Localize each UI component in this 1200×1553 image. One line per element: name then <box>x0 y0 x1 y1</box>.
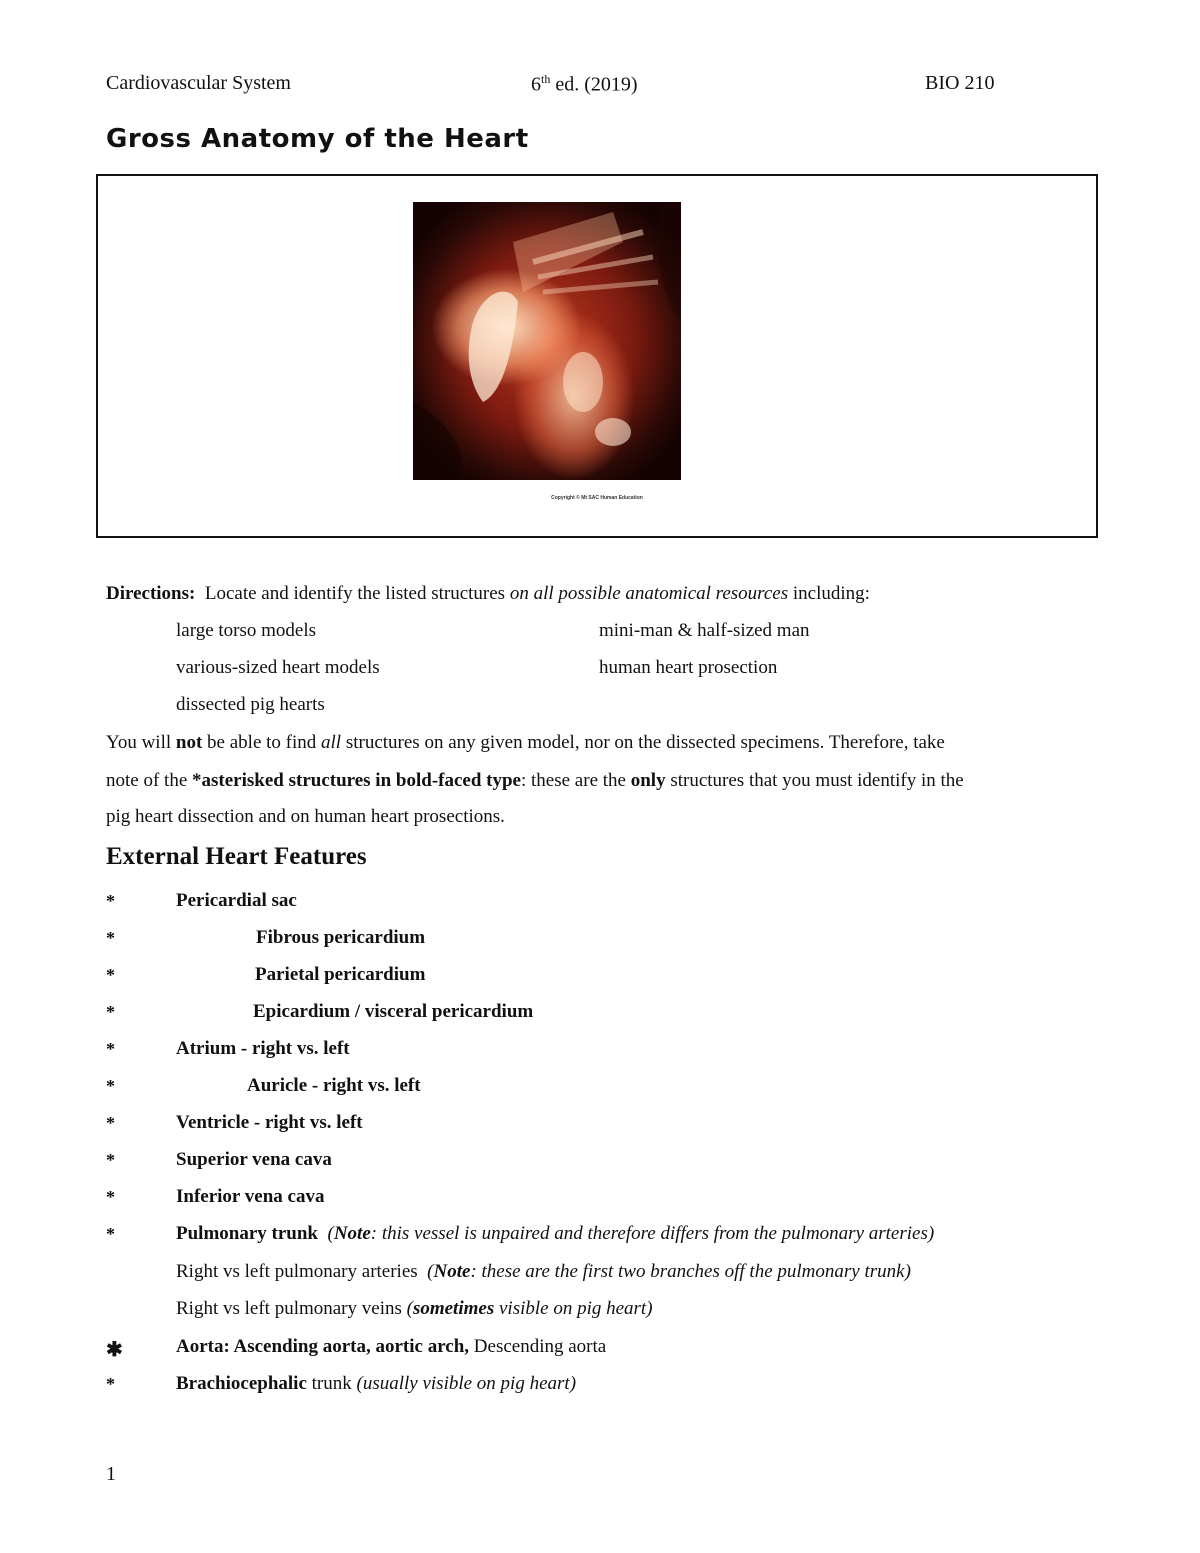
feature-note: ( <box>406 1298 413 1319</box>
feature-item <box>176 1223 934 1245</box>
feature-note: (usually visible on pig heart) <box>356 1373 577 1394</box>
asterisk-marker: * <box>106 1113 115 1133</box>
asterisk-marker: * <box>106 965 115 985</box>
feature-note: ( <box>318 1223 334 1244</box>
note-bold: not <box>175 732 203 753</box>
edition-suffix: th <box>541 72 551 86</box>
asterisk-marker: * <box>106 1150 115 1170</box>
edition-year: ed. (2019) <box>550 73 638 96</box>
feature-item: Pericardial sac <box>176 890 297 911</box>
note-text: note of the <box>106 770 193 791</box>
figure-box <box>96 174 1098 538</box>
note-text: be able to find <box>202 732 322 753</box>
note-text: structures that you must identify in the <box>665 770 964 791</box>
resource-item: human heart prosection <box>599 657 778 678</box>
feature-name: Pulmonary trunk <box>176 1223 318 1244</box>
header-course-code: BIO 210 <box>925 72 995 94</box>
note-line-2 <box>106 769 964 793</box>
feature-item: Epicardium / visceral pericardium <box>253 1001 534 1022</box>
feature-item: Atrium - right vs. left <box>176 1038 350 1059</box>
asterisk-marker: * <box>106 1076 115 1096</box>
heart-photo <box>413 202 681 480</box>
asterisk-marker: * <box>106 1039 115 1059</box>
feature-name: Right vs left pulmonary veins <box>176 1298 407 1319</box>
directions-text: Locate and identify the listed structures <box>195 583 510 604</box>
directions-line <box>106 582 870 606</box>
feature-rest: trunk <box>306 1373 357 1394</box>
feature-rest: Descending aorta <box>469 1336 607 1357</box>
page-title: Gross Anatomy of the Heart <box>106 124 529 154</box>
feature-item <box>176 1261 911 1283</box>
asterisk-marker: * <box>106 891 115 911</box>
feature-note-bold: Note <box>333 1223 371 1244</box>
page-number: 1 <box>106 1463 116 1485</box>
section-heading: External Heart Features <box>106 843 367 870</box>
asterisk-marker: * <box>106 1187 115 1207</box>
asterisk-marker: ✱ <box>106 1339 123 1361</box>
note-text: : these are the <box>520 770 631 791</box>
feature-note-bold: Note <box>433 1261 471 1282</box>
feature-name: Right vs left pulmonary arteries <box>176 1261 428 1282</box>
resource-item: various-sized heart models <box>176 657 380 678</box>
feature-note: : these are the first two branches off the pulmonary trunk) <box>470 1261 911 1282</box>
edition-number: 6 <box>531 73 541 96</box>
asterisk-marker: * <box>106 1002 115 1022</box>
note-line-3: pig heart dissection and on human heart prosections. <box>106 806 505 827</box>
feature-item <box>176 1373 576 1395</box>
feature-item: Fibrous pericardium <box>256 927 426 948</box>
directions-label: Directions: <box>106 583 196 604</box>
feature-name: Aorta: Ascending aorta, aortic arch, <box>176 1336 470 1357</box>
feature-item: Inferior vena cava <box>176 1186 325 1207</box>
note-bold: only <box>630 770 666 791</box>
feature-item: Superior vena cava <box>176 1149 332 1170</box>
asterisk-marker: * <box>106 928 115 948</box>
note-text: You will <box>106 732 176 753</box>
feature-item: Auricle - right vs. left <box>247 1075 421 1096</box>
note-bold: *asterisked structures in bold-faced type <box>192 770 521 791</box>
asterisk-marker: * <box>106 1374 115 1394</box>
feature-item: Ventricle - right vs. left <box>176 1112 363 1133</box>
header-course-title: Cardiovascular System <box>106 72 291 94</box>
note-italic: all <box>321 732 342 753</box>
feature-note-bold: sometimes <box>412 1298 495 1319</box>
feature-item: Parietal pericardium <box>255 964 426 985</box>
header-edition <box>531 72 638 97</box>
heart-photo-detail <box>413 202 681 480</box>
resource-item: large torso models <box>176 620 317 641</box>
feature-item <box>176 1298 653 1320</box>
directions-text-end: including: <box>788 583 870 604</box>
figure-copyright: Copyright © Mt SAC Human Education <box>551 495 643 501</box>
resource-item: dissected pig hearts <box>176 694 325 715</box>
feature-name: Brachiocephalic <box>176 1373 307 1394</box>
feature-note: ( <box>427 1261 434 1282</box>
feature-note: visible on pig heart) <box>494 1298 653 1319</box>
resource-item: mini-man & half-sized man <box>599 620 810 641</box>
note-text: structures on any given model, nor on the dissected specimens. Therefore, take <box>341 732 945 753</box>
feature-note: : this vessel is unpaired and therefore differs from the pulmonary arteries) <box>370 1223 935 1244</box>
directions-emphasis: on all possible anatomical resources <box>509 583 789 604</box>
asterisk-marker: * <box>106 1224 115 1244</box>
feature-item <box>176 1336 606 1358</box>
note-line-1 <box>106 731 945 755</box>
